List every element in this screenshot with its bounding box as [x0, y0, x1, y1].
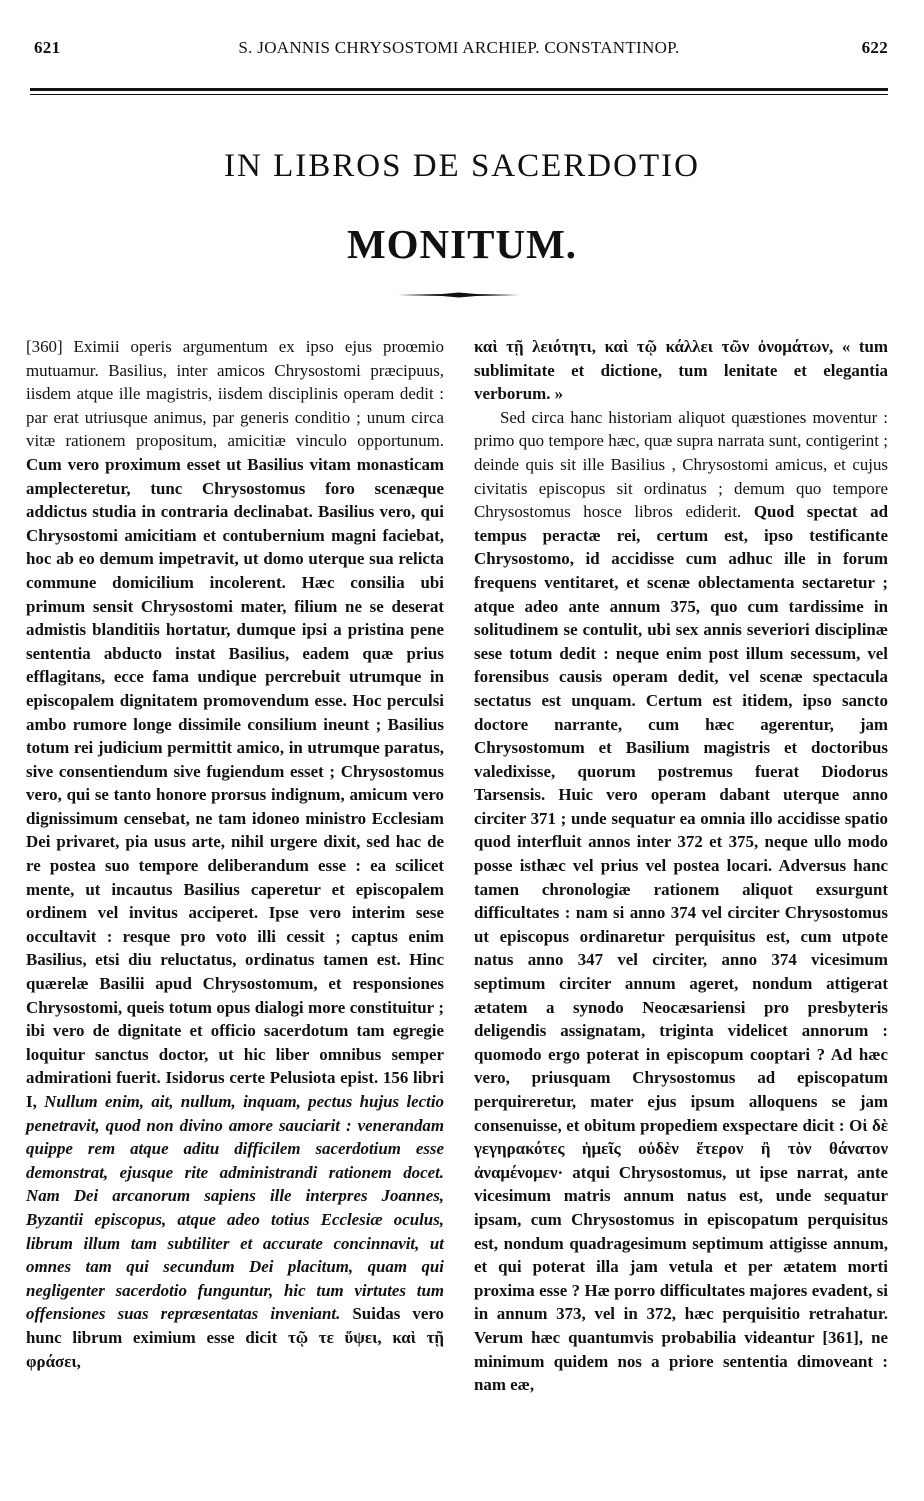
section-subtitle: MONITUM.: [346, 221, 578, 267]
ornament-rule: [398, 292, 520, 298]
paragraph-text: Sed circa hanc historiam aliquot quæstiones moventur : primo quo tempore hæc, quæ supra narrata sunt, contigerint ; deinde quis sit ille Basilius , Chrysostomi amicus, et cujus civitatis episcopus sit ordinatus ; demum quo tempore Chrysostomus hosce libros ediderit.: [474, 407, 888, 522]
page-number-right: 622: [861, 38, 888, 57]
paragraph: καὶ τῇ λειότητι, καὶ τῷ κάλλει τῶν ὀνομάτων, « tum sublimitate et dictione, tum lenitate et elegantia verborum. »: [474, 337, 888, 404]
right-column: [474, 335, 888, 1397]
paragraph: [26, 335, 444, 1373]
running-header: [30, 38, 888, 60]
paragraph: [474, 406, 888, 1397]
isidorus-quote: Nullum enim, ait, nullum, inquam, pectus hujus lectio penetravit, quod non divino amore sauciarit : venerandam quippe rem atque aditu difficilem sacerdotium esse demonstrat, ejusque rite administrandi rationem docet. Nam Dei arcanorum sapiens ille interpres Joannes, Byzantii episcopus, atque adeo totius Ecclesiæ oculus, librum illum tam subtiliter et accurate concinnavit, ut omnes tam qui secundum Dei placitum, quam qui negligenter sacerdotio funguntur, hic tum virtutes tum offensiones suas repræsentatas inveniant.: [26, 1092, 444, 1324]
header-rule-thick: [30, 88, 888, 91]
paragraph-text-bold: Suidas vero hunc librum eximium esse dicit τῷ τε ὕψει, καὶ τῇ φράσει,: [26, 1304, 444, 1371]
left-column: [26, 335, 444, 1373]
page-number-left: 621: [34, 38, 61, 57]
paragraph-text-bold: Quod spectat ad tempus peractæ rei, certum est, ipso testificante Chrysostomo, id accidisse cum adhuc ille in forum frequens ventitaret, et scenæ oblectamenta sectaretur ; atque adeo ante annum 375, quo cum tardissime in solitudinem se contulit, ubi sex annis severiori disciplinæ sese totum dedit : neque enim post illum secessum, vel forensibus causis operam dedit, vel scenæ spectacula sectatus est unquam. Certum est itidem, ipso sancto doctore narrante, cum hæc agerentur, jam Chrysostomum et Basilium magistris et doctoribus valedixisse, quorum postremus fuerat Diodorus Tarsensis. Huic vero operam dabant uterque anno circiter 371 ; unde sequatur ea omnia illo accidisse spatio quod interfluit annos inter 372 et 375, neque ullo modo posse isthæc vel prius vel postea locari. Adversus hanc tamen chronologiæ rationem aliquot exsurgunt difficultates : nam si anno 374 vel circiter Chrysostomus ut episcopus ordinaretur perquisitus est, cum utpote natus anno 347 vel circiter, anno 374 vicesimum septimum circiter annum ageret, nondum attigerat ætatem a synodo Neocæsariensi pro presbyteris deligendis assignatam, triginta videlicet annorum : quomodo ergo poterat in episcopum cooptari ? Ad hæc vero, priusquam Chrysostomus ad episcopatum perquireretur, mater ejus ipsum alloquens se jam consenuisse, et obitum propediem exspectare dicit : Οἱ δὲ γεγηρακότες ἡμεῖς οὐδὲν ἕτερον ἢ τὸν θάνατον ἀναμένομεν· atqui Chrysostomus, ut ipse narrat, ante vicesimum matris annum natus est, unde sequatur ipsam, cum Chrysostomus in episcopatum perquisitus est, nondum quadragesimum septimum attigisse annum, et qui poterat illa jam vetula et per ætatem morti proxima esse ? Hæ porro difficultates majores evadent, si in annum 373, vel in 372, hæc perquisitio retrahatur. Verum hæc quantumvis probabilia videantur [361], ne minimum quidem nos a priore sententia dimoveant : nam eæ,: [474, 502, 888, 1395]
paragraph-text-bold: Cum vero proximum esset ut Basilius vitam monasticam amplecteretur, tunc Chrysostomus foro scenæque addictus studia in contraria declinabat. Basilius vero, qui Chrysostomi amicitiam et contubernium magni faciebat, hoc ab eo demum impetravit, ut domo uterque sua relicta commune domicilium incolerent. Hæc consilia ubi primum sensit Chrysostomi mater, filium ne se deserat admistis blanditiis hortatur, dumque ipsi a pristina pene sententia abducto instat Basilius, eadem quæ prius efflagitans, ecce fama undique percrebuit utrumque in episcopalem dignitatem promovendum esse. Hoc perculsi ambo rumore longe dissimile consilium ineunt ; Basilius totum rei judicium permittit amico, in utrumque paratus, sive consentiendum sive fugiendum esset ; Chrysostomus vero, qui se tanto honore prorsus indignum, amicum vero dignissimum censebat, ne tam idoneo ministro Ecclesiam Dei privaret, pia usus arte, nihil urgere dixit, sed hac de re postea suo tempore deliberandum esse : ea scilicet mente, ut incautus Basilius caperetur et episcopalem ordinem vel invitus acciperet. Ipse vero interim sese occultavit : resque pro voto illi cessit ; captus enim Basilius, etsi diu reluctatus, ordinatus tamen est. Hinc quærelæ Basilii apud Chrysostomum, et responsiones Chrysostomi, queis totum opus dialogi more constituitur ; ibi vero de dignitate et officio sacerdotum tam egregie loquitur sanctus doctor, ut hic liber omnibus semper admirationi fuerit. Isidorus certe Pelusiota epist. 156 libri I,: [26, 454, 444, 1111]
header-rule-thin: [30, 94, 888, 95]
running-title: S. JOANNIS CHRYSOSTOMI ARCHIEP. CONSTANTINOP.: [238, 38, 680, 57]
paragraph-text: [360] Eximii operis argumentum ex ipso ejus proœmio mutuamur. Basilius, inter amicos Chrysostomi præcipuus, iisdem atque ille magistris, iisdem disciplinis operam dedit : par erat utriusque animus, par generis conditio ; unum circa vitæ rationem propositum, amicitiæ vinculo opportunum.: [26, 337, 444, 451]
section-title: IN LIBROS DE SACERDOTIO: [224, 148, 700, 184]
